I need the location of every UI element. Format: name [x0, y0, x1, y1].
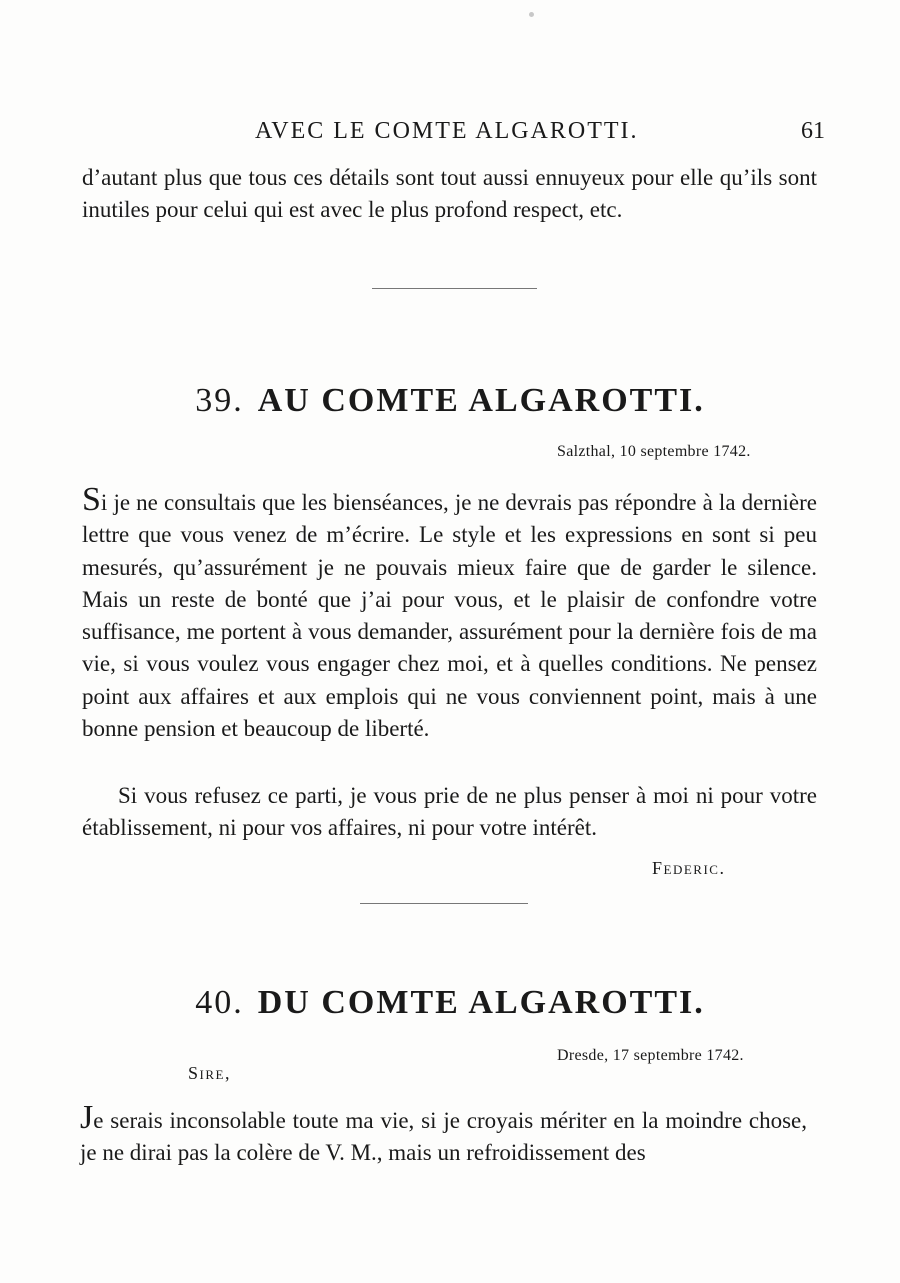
continuation-paragraph: d’autant plus que tous ces détails sont tout aussi ennuyeux pour elle qu’ils sont inutiles pour celui qui est avec le plus profond respect, etc. — [82, 165, 817, 223]
letter-39-paragraph-1 — [82, 481, 817, 745]
page-number: 61 — [801, 118, 825, 144]
running-head-title: AVEC LE COMTE ALGAROTTI. — [255, 118, 639, 144]
letter-39-paragraph-2: Si vous refusez ce parti, je vous prie de ne plus penser à moi ni pour votre établissement, ni pour vos affaires, ni pour votre intérêt. — [82, 783, 817, 841]
letter-40-heading — [0, 984, 900, 1022]
paper-speck — [529, 12, 534, 17]
letter-39-paragraph-1-text: i je ne consultais que les bienséances, je ne devrais pas répondre à la dernière lettre que vous venez de m’écrire. Le style et les expressions en sont si peu mesurés, qu’assurément je ne pouvais mieux faire que de garder le silence. Mais un reste de bonté que j’ai pour vous, et le plaisir de confondre votre suffisance, me portent à vous demander, assurément pour la dernière fois de ma vie, si vous voulez vous engager chez moi, et à quelles conditions. Ne pensez point aux affaires et aux emplois qui ne vous conviennent point, mais à une bonne pension et beaucoup de liberté. — [82, 490, 817, 742]
letter-39-title: AU COMTE ALGAROTTI. — [257, 382, 705, 419]
running-head — [80, 118, 825, 148]
letter-40-drop-cap: J — [80, 1099, 94, 1136]
letter-39-drop-cap: S — [82, 481, 101, 518]
section-divider — [372, 288, 537, 289]
letter-39-number: 39. — [195, 382, 244, 419]
letter-39-dateline: Salzthal, 10 septembre 1742. — [557, 443, 751, 460]
letter-40-dateline: Dresde, 17 septembre 1742. — [557, 1047, 744, 1064]
letter-40-number: 40. — [195, 984, 244, 1021]
section-divider-2 — [360, 903, 528, 904]
letter-40-title: DU COMTE ALGAROTTI. — [257, 984, 705, 1021]
letter-40-paragraph-1-text: e serais inconsolable toute ma vie, si je croyais mériter en la moindre chose, je ne dirai pas la colère de V. M., mais un refroidissement des — [80, 1108, 807, 1166]
letter-39-signature: Federic. — [652, 858, 726, 878]
letter-40-salutation: Sire, — [188, 1063, 231, 1083]
letter-39-heading — [0, 382, 900, 420]
letter-40-paragraph-1 — [80, 1099, 807, 1170]
